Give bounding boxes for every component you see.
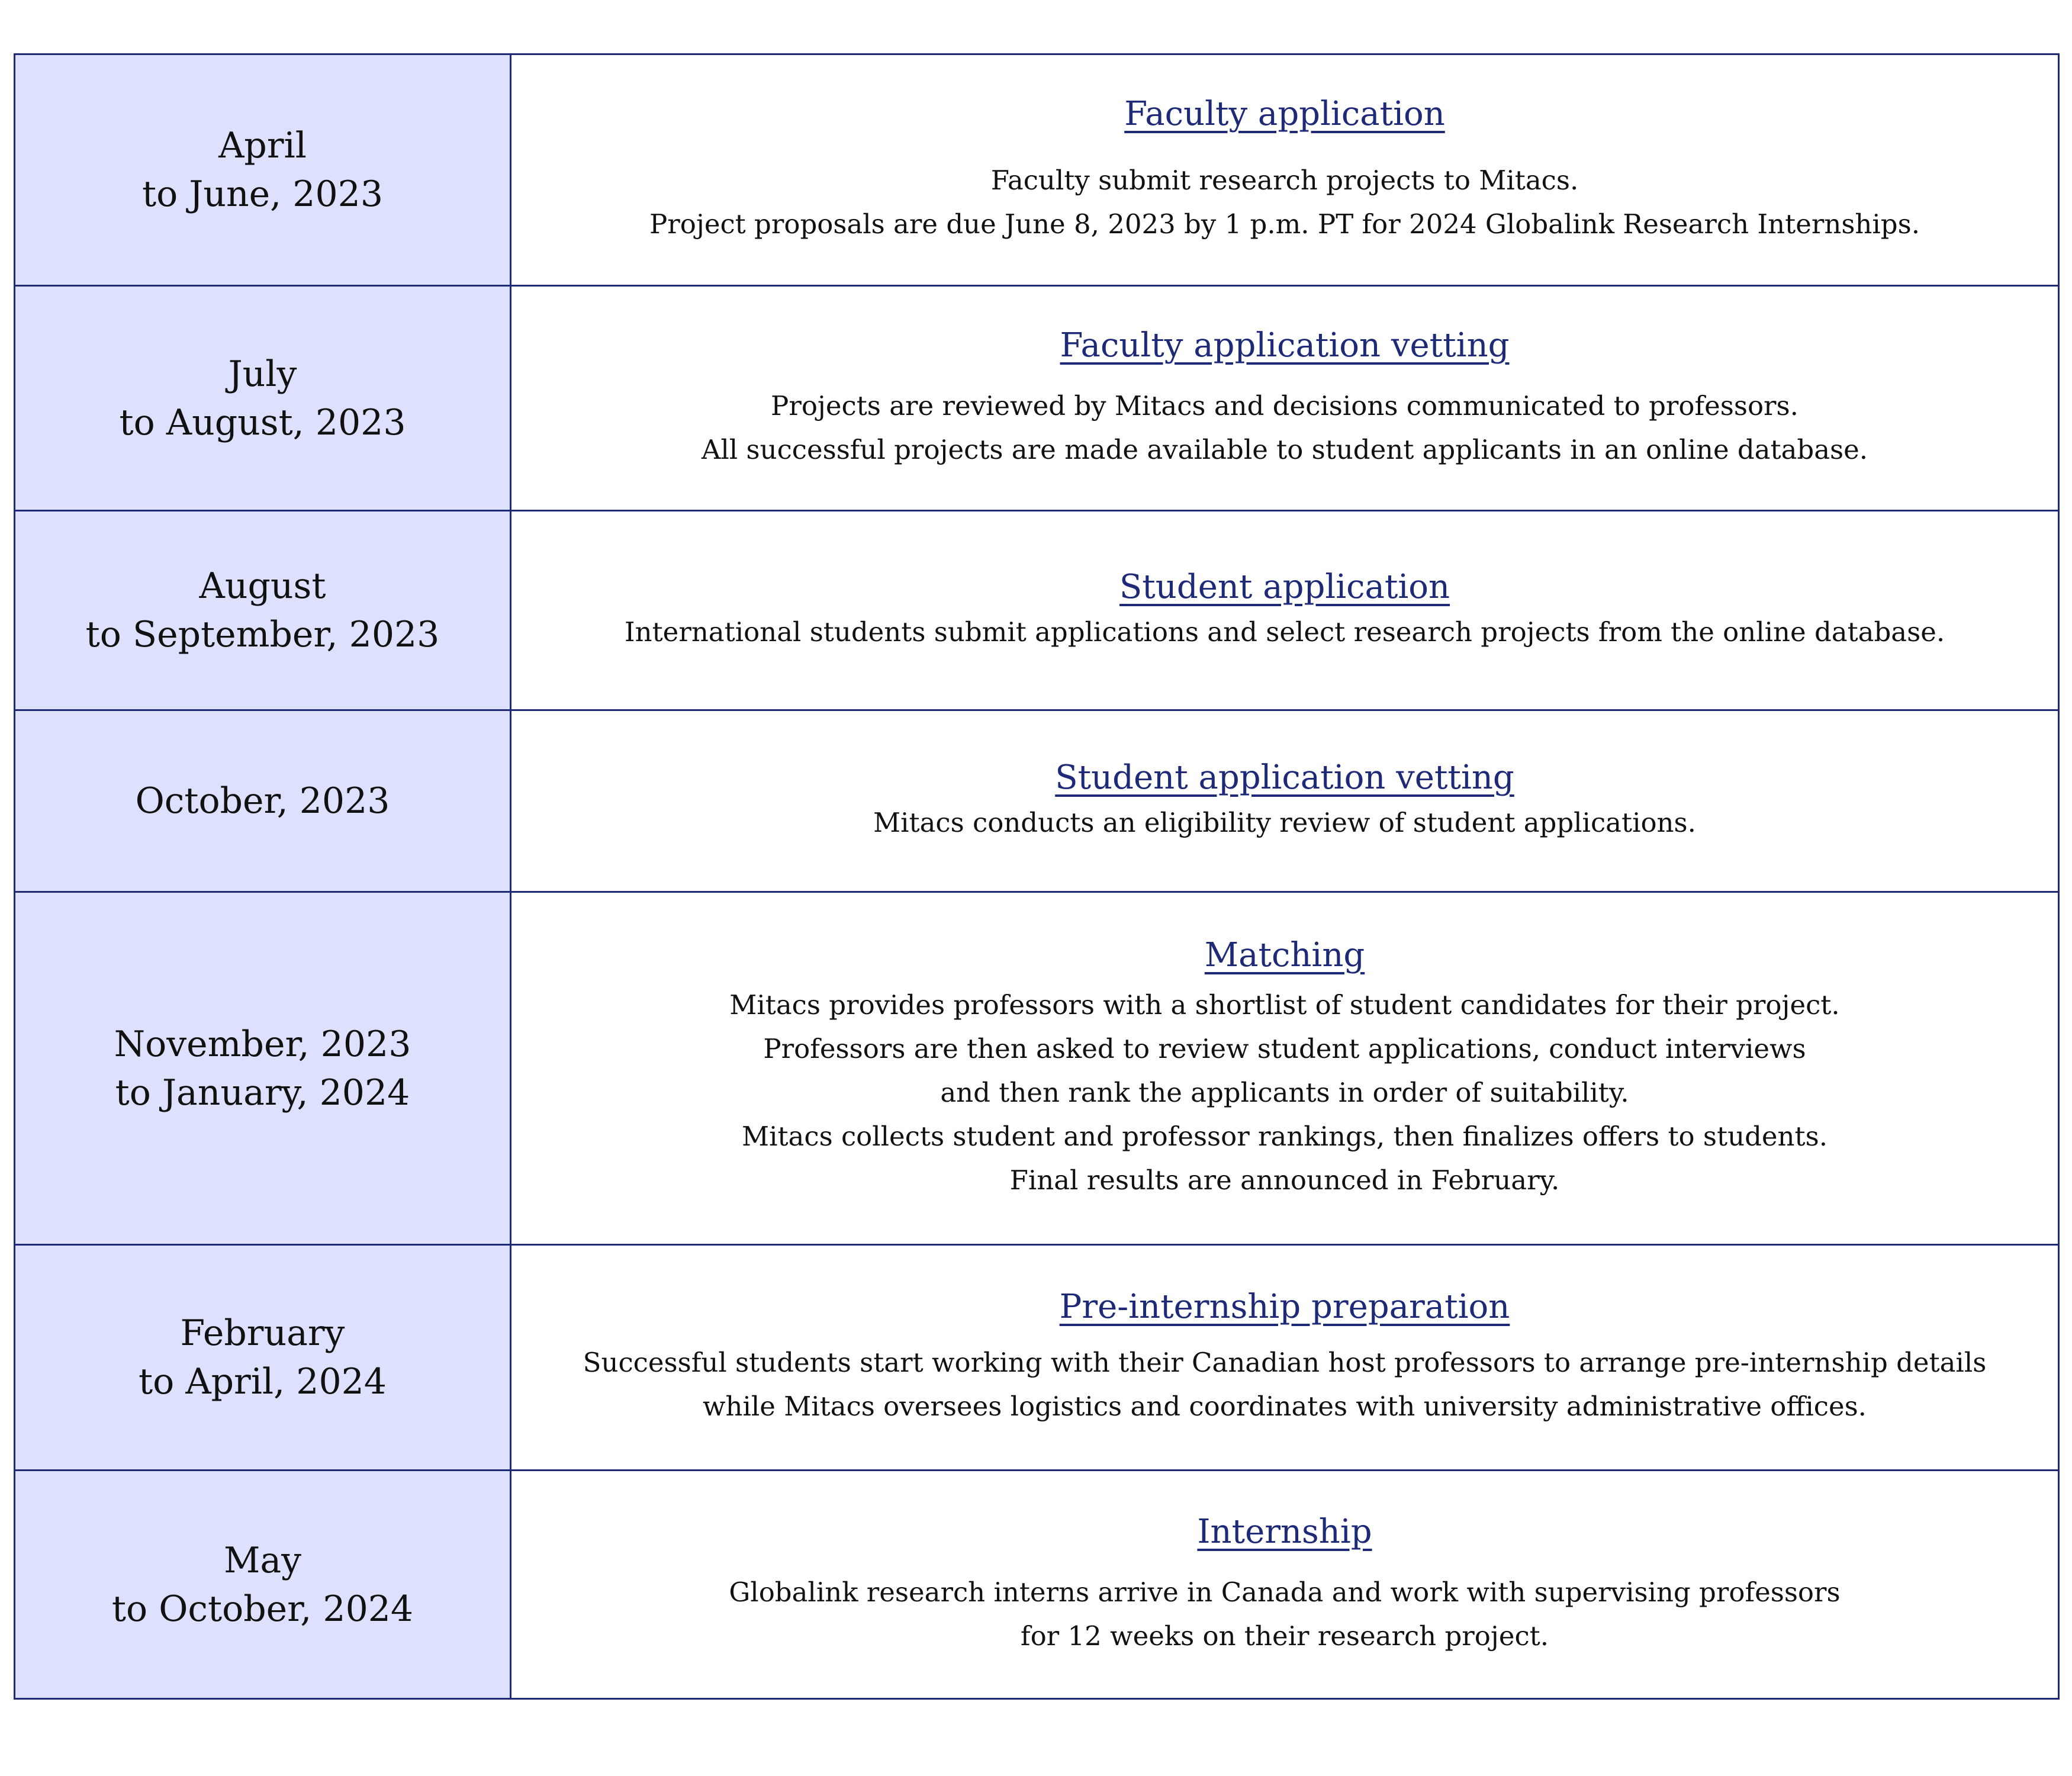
date-line: to October, 2024 [111,1588,414,1630]
timeline-table [14,53,2060,1700]
internship-link[interactable]: Internship [1197,1512,1372,1551]
description [511,384,2058,472]
date-line: to August, 2023 [119,401,406,443]
date-cell [15,892,511,1245]
description-line: while Mitacs oversees logistics and coordinates with university administrative offices. [702,1391,1867,1422]
date-cell [15,286,511,511]
info-cell [511,1471,2059,1699]
info-cell [511,710,2059,892]
timeline-row [15,1471,2059,1699]
description-line: Mitacs collects student and professor rankings, then finalizes offers to students. [742,1120,1828,1152]
description-line: for 12 weeks on their research project. [1020,1620,1549,1652]
description-line: Professors are then asked to review student applications, conduct interviews [763,1032,1806,1064]
description-line: Globalink research interns arrive in Canada and work with supervising professors [729,1576,1841,1608]
pre-internship-preparation-link[interactable]: Pre-internship preparation [1059,1288,1510,1326]
description-line: Mitacs provides professors with a shortlist of student candidates for their project. [729,989,1840,1021]
info-cell [511,54,2059,286]
faculty-application-link[interactable]: Faculty application [1124,95,1445,133]
info-cell [511,892,2059,1245]
timeline-row [15,1245,2059,1471]
timeline-row [15,286,2059,511]
faculty-application-vetting-link[interactable]: Faculty application vetting [1060,326,1510,365]
description-line: and then rank the applicants in order of suitability. [940,1076,1629,1108]
date-line: to June, 2023 [142,173,383,215]
date-cell [15,511,511,710]
description [511,610,2058,654]
date-line: April [218,125,307,166]
description [511,1341,2058,1428]
info-cell [511,511,2059,710]
date-cell [15,1245,511,1471]
description [511,1571,2058,1658]
student-application-vetting-link[interactable]: Student application vetting [1055,758,1514,797]
date-line: August [199,565,326,607]
date-cell [15,710,511,892]
date-line: to September, 2023 [85,614,440,655]
description-line: Faculty submit research projects to Mitacs. [990,165,1579,196]
date-line: November, 2023 [114,1023,411,1065]
date-cell [15,1471,511,1699]
matching-link[interactable]: Matching [1204,935,1365,974]
description [511,801,2058,845]
timeline-row [15,892,2059,1245]
date-line: May [223,1539,302,1581]
description [511,159,2058,246]
info-cell [511,1245,2059,1471]
info-cell [511,286,2059,511]
description-line: Successful students start working with their Canadian host professors to arrange pre-internship details [583,1347,1987,1378]
date-line: to January, 2024 [115,1072,410,1114]
date-line: February [180,1312,345,1354]
date-line: October, 2023 [135,780,390,822]
date-line: July [228,353,297,395]
timeline-row [15,54,2059,286]
description-line: All successful projects are made available to student applicants in an online database. [701,433,1868,465]
timeline-row [15,710,2059,892]
date-cell [15,54,511,286]
date-line: to April, 2024 [139,1361,387,1402]
description-line: Projects are reviewed by Mitacs and decisions communicated to professors. [771,390,1798,422]
description-line: Mitacs conducts an eligibility review of student applications. [873,807,1696,838]
description-line: Final results are announced in February. [1009,1164,1560,1196]
student-application-link[interactable]: Student application [1119,568,1450,606]
timeline-row [15,511,2059,710]
description-line: International students submit applications and select research projects from the online database. [624,616,1945,648]
description [511,983,2058,1202]
description-line: Project proposals are due June 8, 2023 by 1 p.m. PT for 2024 Globalink Research Internships. [649,208,1920,240]
